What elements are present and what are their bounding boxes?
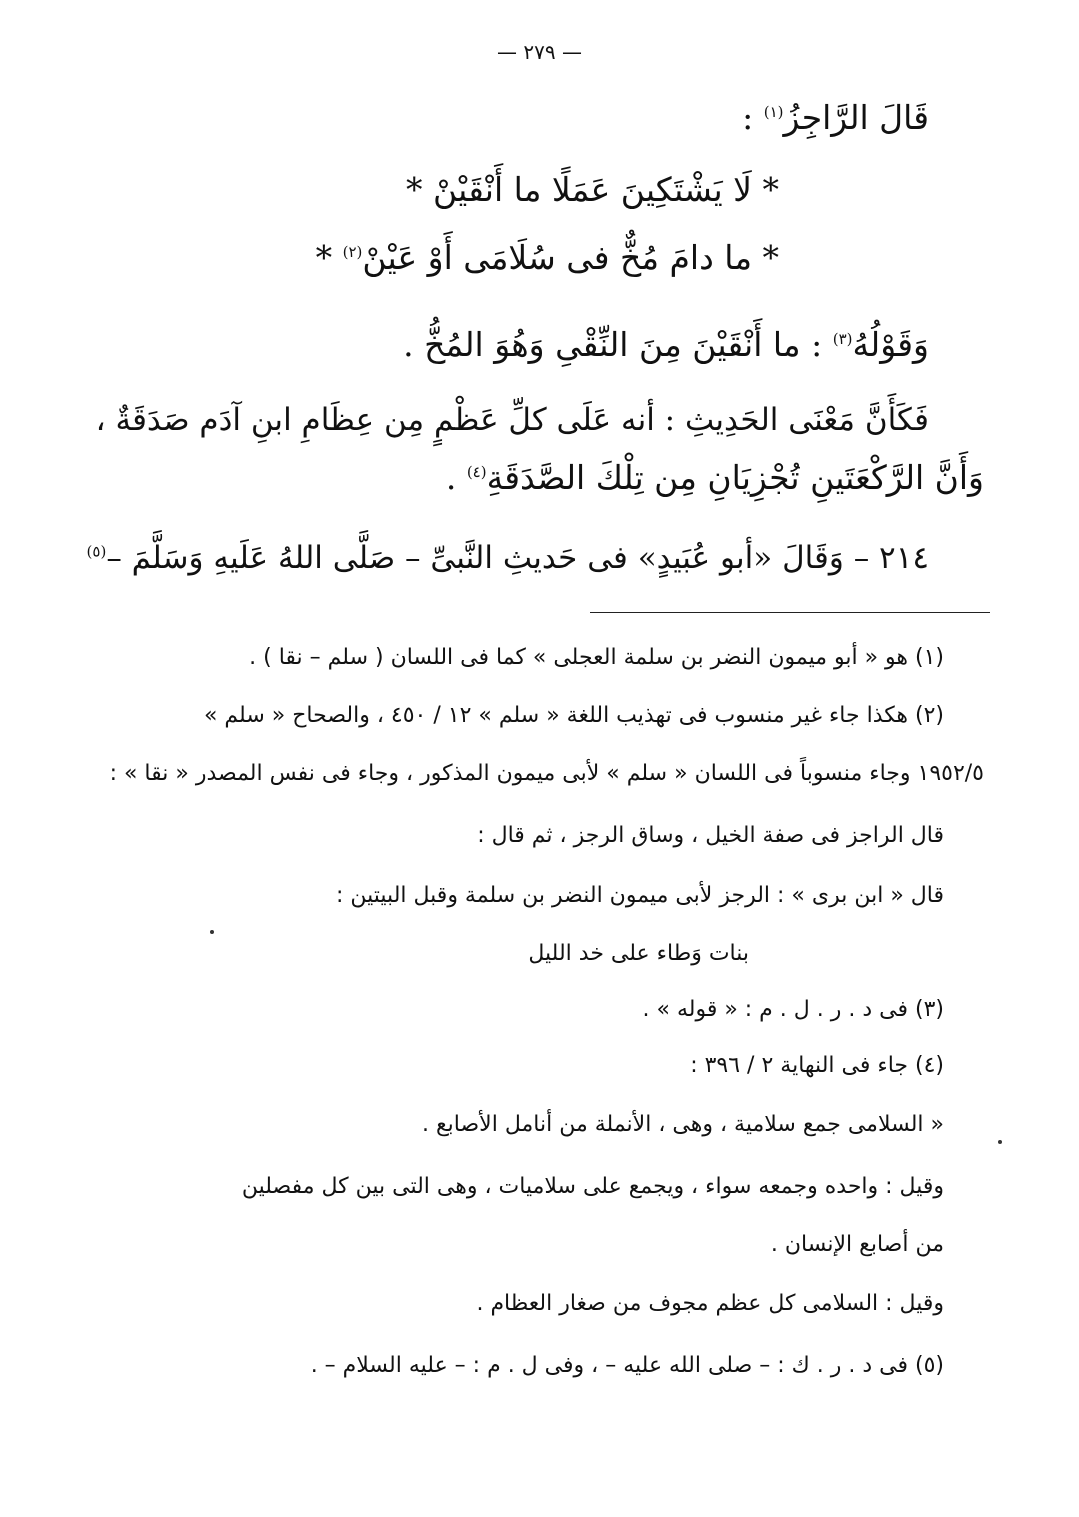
footnote-2-verse: بنات وَطاء على خد الليل (528, 941, 749, 966)
footnote-separator (590, 612, 990, 613)
main-line-6-a: وَأَنَّ الرَّكْعَتَينِ تُجْزِيَانِ مِن تِلْكَ الصَّدَقَةِ (486, 458, 984, 497)
footnote-2: (٢) هكذا جاء غير منسوب فى تهذيب اللغة « سلم » ١٢ / ٤٥٠ ، والصحاح « سلم » (203, 703, 944, 728)
main-line-1 (742, 98, 929, 138)
main-line-4-b: : ما أَنْقَيْنَ مِنَ النِّقْىِ وَهُوَ المُخُّ . (403, 325, 823, 364)
main-line-6 (446, 458, 984, 498)
main-line-4-a: وَقَوْلُهُ (852, 325, 929, 364)
footnote-ref-4: (٤) (466, 463, 487, 481)
footnote-4-quote-1: « السلامى جمع سلامية ، وهى ، الأنملة من أنامل الأصابع . (421, 1112, 944, 1137)
main-line-6-end: . (445, 458, 457, 497)
main-line-4 (403, 325, 929, 365)
footnote-4-quote-4: وقيل : السلامى كل عظم مجوف من صغار العظام . (476, 1291, 944, 1316)
footnote-2-line-4: قال « ابن برى » : الرجز لأبى ميمون النضر بن سلمة وقبل البيتين : (335, 883, 944, 908)
footnote-ref-1: (١) (763, 103, 784, 121)
footnote-4: (٤) جاء فى النهاية ٢ / ٣٩٦ : (690, 1053, 944, 1078)
footnote-4-quote-2: وقيل : واحده وجمعه سواء ، ويجمع على سلاميات ، وهى التى بين كل مفصلين (241, 1174, 944, 1199)
verse-line-2-end: * (315, 238, 333, 277)
footnote-2-line-3: قال الراجز فى صفة الخيل ، وساق الرجز ، ثم قال : (477, 823, 944, 848)
verse-line-2 (316, 238, 779, 278)
footnote-ref-3: (٣) (832, 330, 853, 348)
main-line-5: فَكَأَنَّ مَعْنَى الحَدِيثِ : أنه عَلَى كلِّ عَظْمٍ مِن عِظَامِ ابنِ آدَم صَدَقَةٌ ، (95, 402, 929, 438)
main-line-1-text: قَالَ الرَّاجِزُ (783, 98, 929, 137)
footnote-5: (٥) فى د . ر . ك : – صلى الله عليه – ، وفى ل . م : – عليه السلام – . (310, 1353, 944, 1378)
footnote-ref-2: (٢) (342, 243, 363, 261)
footnote-3: (٣) فى د . ر . ل . م : « قوله » . (642, 997, 944, 1022)
main-line-7 (87, 540, 929, 577)
verse-line-2-text: * ما دامَ مُخٌّ فى سُلَامَى أَوْ عَيْنْ (362, 238, 779, 277)
verse-line-1: * لَا يَشْتَكِينَ عَمَلًا ما أَنْقَيْنْ * (406, 170, 779, 209)
main-line-1-colon: : (742, 98, 754, 137)
footnote-2-cont: ١٩٥٢/٥ وجاء منسوباً فى اللسان « سلم » لأبى ميمون المذكور ، وجاء فى نفس المصدر « نقا » : (109, 761, 984, 786)
scan-speck (210, 930, 214, 934)
footnote-ref-5: (٥) (86, 542, 107, 561)
page-number: — ٢٧٩ — (497, 40, 582, 64)
scan-speck (998, 1140, 1002, 1144)
main-line-7-text: ٢١٤ – وَقَالَ «أبو عُبَيدٍ» فى حَديثِ النَّبىِّ – صَلَّى اللهُ عَلَيهِ وَسَلَّمَ – (106, 540, 929, 576)
footnote-4-quote-3: من أصابع الإنسان . (770, 1232, 944, 1257)
footnote-1: (١) هو « أبو ميمون النضر بن سلمة العجلى » كما فى اللسان ( سلم – نقا ) . (249, 645, 944, 670)
